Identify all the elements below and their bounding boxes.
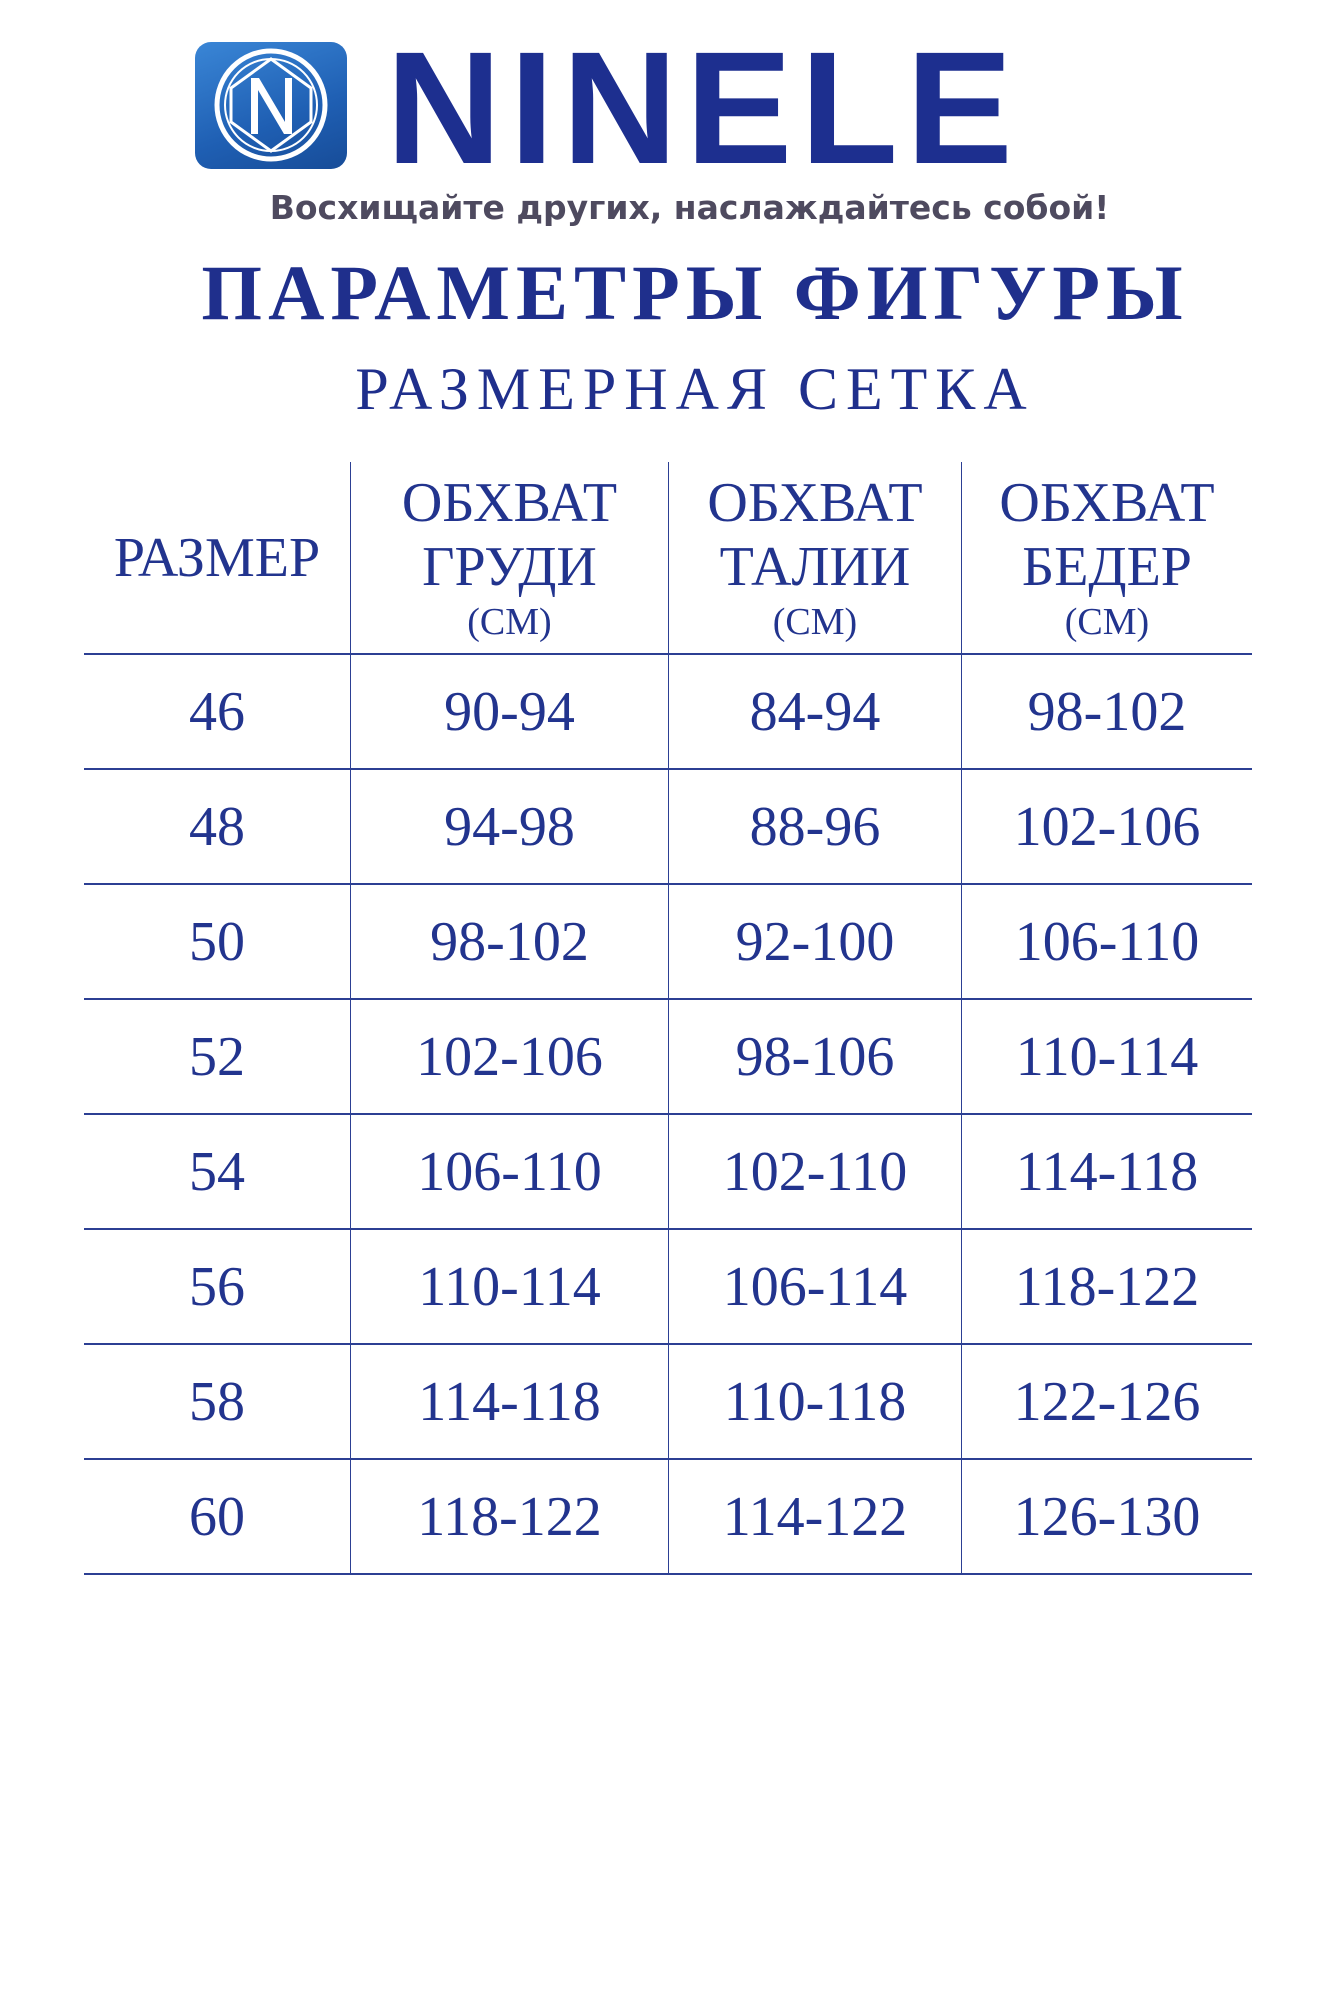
cell-size: 58 xyxy=(84,1344,351,1459)
cell-chest: 90-94 xyxy=(351,654,669,769)
cell-size: 52 xyxy=(84,999,351,1114)
cell-size: 54 xyxy=(84,1114,351,1229)
cell-chest: 102-106 xyxy=(351,999,669,1114)
cell-hips: 118-122 xyxy=(962,1229,1253,1344)
cell-chest: 98-102 xyxy=(351,884,669,999)
cell-chest: 114-118 xyxy=(351,1344,669,1459)
cell-hips: 122-126 xyxy=(962,1344,1253,1459)
table-row xyxy=(84,1229,1252,1344)
brand-name: NINELE xyxy=(386,18,1021,197)
table-row xyxy=(84,769,1252,884)
cell-waist: 84-94 xyxy=(669,654,962,769)
header-chest: ОБХВАТ ГРУДИ (СМ) xyxy=(351,462,669,654)
cell-hips: 126-130 xyxy=(962,1459,1253,1574)
header-waist: ОБХВАТ ТАЛИИ (СМ) xyxy=(669,462,962,654)
table-row xyxy=(84,1344,1252,1459)
table-row xyxy=(84,999,1252,1114)
header-size: РАЗМЕР xyxy=(84,462,351,654)
cell-hips: 106-110 xyxy=(962,884,1253,999)
brand-header xyxy=(0,0,1333,430)
cell-chest: 106-110 xyxy=(351,1114,669,1229)
brand-tagline: Восхищайте других, наслаждайтесь собой! xyxy=(269,188,1110,227)
cell-hips: 114-118 xyxy=(962,1114,1253,1229)
cell-size: 60 xyxy=(84,1459,351,1574)
cell-hips: 102-106 xyxy=(962,769,1253,884)
table-row xyxy=(84,884,1252,999)
cell-size: 56 xyxy=(84,1229,351,1344)
table-row xyxy=(84,1114,1252,1229)
cell-waist: 114-122 xyxy=(669,1459,962,1574)
header-hips: ОБХВАТ БЕДЕР (СМ) xyxy=(962,462,1253,654)
page-title: ПАРАМЕТРЫ ФИГУРЫ xyxy=(201,249,1189,336)
cell-size: 50 xyxy=(84,884,351,999)
size-chart-table xyxy=(84,462,1252,1575)
page-subtitle: РАЗМЕРНАЯ СЕТКА xyxy=(355,356,1035,422)
table-header-row xyxy=(84,462,1252,654)
table-row xyxy=(84,654,1252,769)
cell-hips: 98-102 xyxy=(962,654,1253,769)
cell-chest: 118-122 xyxy=(351,1459,669,1574)
cell-waist: 110-118 xyxy=(669,1344,962,1459)
cell-size: 48 xyxy=(84,769,351,884)
cell-waist: 102-110 xyxy=(669,1114,962,1229)
cell-waist: 106-114 xyxy=(669,1229,962,1344)
table-row xyxy=(84,1459,1252,1574)
cell-waist: 92-100 xyxy=(669,884,962,999)
cell-chest: 94-98 xyxy=(351,769,669,884)
ninele-logo-icon xyxy=(195,42,347,169)
cell-size: 46 xyxy=(84,654,351,769)
cell-waist: 98-106 xyxy=(669,999,962,1114)
cell-hips: 110-114 xyxy=(962,999,1253,1114)
cell-waist: 88-96 xyxy=(669,769,962,884)
cell-chest: 110-114 xyxy=(351,1229,669,1344)
